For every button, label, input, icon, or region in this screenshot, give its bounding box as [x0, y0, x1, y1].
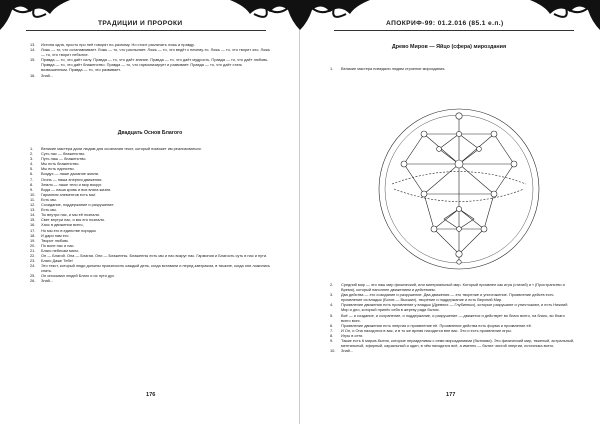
tree-node	[456, 113, 462, 119]
list-item: 14. Ложь — то, что останавливает. Ложь — то, что распыляет. Ложь — то, что ведёт к ничему-то. Ложь — то, что творит зло. Ложь — то, что творит небытие.	[30, 47, 270, 58]
header-rule	[334, 30, 574, 31]
tree-node	[456, 251, 462, 257]
list-item: 10. Гармония элементов есть мы!	[30, 191, 96, 197]
numbered-list	[330, 282, 575, 353]
list-item: 8. Земля — наше тело и мир вокруг.	[30, 181, 102, 187]
list-item: 1. Великие мастера поведали людям строение мироздания.	[330, 66, 446, 71]
list-item: 3. Путь наш — блаженство.	[30, 156, 87, 162]
tree-node	[456, 131, 461, 136]
list-item: 24. Это текст, который люди должны произносить каждый день, когда вставали и перед завтраком, в тишине, когда они ложились спать.	[30, 263, 270, 274]
tree-node	[456, 206, 461, 211]
running-head: АПОКРИФ-99: 01.2.016 (85.1 е.п.)	[386, 20, 504, 27]
tree-node	[457, 260, 461, 264]
running-head: ТРАДИЦИИ И ПРОРОКИ	[98, 20, 183, 27]
tree-node	[481, 226, 487, 232]
page-number: 176	[146, 392, 156, 398]
tree-node	[511, 161, 517, 167]
list-item: 21. Благо небесам мало.	[30, 247, 80, 253]
list-item: 4. Мы есть блаженство.	[30, 161, 80, 167]
page-number: 177	[446, 392, 456, 398]
list-item: 14. Ты внутри нас, и мы её познали.	[30, 212, 100, 218]
tree-node	[457, 227, 462, 232]
list-item: 6. Воздух — наше дыхание жизни.	[30, 171, 99, 177]
list-item: 10. Знай...	[330, 348, 354, 354]
tree-node	[401, 161, 407, 167]
section-title: Двадцать Основ Благого	[117, 130, 183, 136]
tree-node	[477, 147, 482, 152]
list-item: 3. Два действа — это созидание и разрушение. Два движения — это творение и уничтожение. Проявление действ есть проявление из владык (Богов — Высших), творение и поддержание и есть Верхний Мир.	[330, 292, 554, 303]
list-item: 4. Проявление движения есть проявление у владык (Древних — Глубинных), которые разрушают и уничтожают, и есть Нижний Мир и дно, который принёс себя в жертву ради бытия.	[330, 302, 568, 313]
tree-node	[421, 131, 427, 137]
list-item: 7. Огонь — наша энергия движения.	[30, 176, 103, 182]
tree-node	[437, 147, 442, 152]
list-item: 11. Есть мы.	[30, 196, 57, 202]
list-item: 19. Творит любовь	[30, 237, 69, 243]
list-item: 12. Созидание, поддержание и разрушение	[30, 202, 114, 208]
list-item: 5. Мы есть единство.	[30, 166, 75, 172]
list-item: 2. Средний мир — это наш мир физический, или материальный мир. Который проявлен как игра (стихий) и т (Пространство и Время), который наполнен движением и действием.	[330, 282, 565, 293]
list-item: 26. Знай...	[30, 278, 54, 284]
list-item: 7. И Он, и Она находятся в вас, и в то же время находятся вне вас. Это и есть проявление игры.	[330, 327, 512, 333]
list-item: 22. Он — Благой. Она — Благая. Они — Блаженны. Блаженны есть мы и нас вокруг нас. Гармония и Благость суть в нас и пути.	[30, 252, 268, 258]
list-item: 15. Свет внутри нас, и мы его познали.	[30, 217, 105, 223]
header-rule	[26, 30, 266, 31]
intro-list	[330, 66, 575, 71]
list-item: 16. Знай...	[30, 72, 54, 78]
list-item: 8. Игры в сети.	[330, 332, 364, 338]
list-item: 9. Вода — наша кровь и вся влага жизни.	[30, 186, 112, 192]
top-left-ornament	[0, 0, 70, 40]
list-item: 6. Проявление движения есть энергия и проявление её. Проявление действа есть форма и проявление её.	[330, 322, 532, 328]
tree-node	[491, 191, 497, 197]
list-item: 13. Истина одна, просто про неё говорят по-разному. Но стоит различать ложь и правду.	[30, 42, 195, 47]
list-item: 9. Также есть 6 миров-бытия, которые неразделимы с семи мирозданиями (бытиями). Это физический мир, тяжелый, астральный, ментальный, эфирный, каузальный и один, в чём находятся всё, а именно — бытие чистой энергии, источника всего.	[330, 338, 575, 349]
top-right-ornament	[230, 0, 300, 40]
list-item: 23. Благо Даже Тебе!	[30, 258, 73, 264]
list-item: 25. Он описывал людей Благо и их пути дух.	[30, 273, 116, 279]
tree-node	[431, 226, 437, 232]
numbered-list	[30, 146, 270, 284]
list-item: 20. По воле нас и нас.	[30, 242, 75, 248]
list-item: 15. Правда — то, что даёт силу. Правда — то, что даёт знание. Правда — то, что даёт мудрость. Правда — то, что даёт любовь. Правда — то, что даёт блаженство. Правда — то, что гармонизирует и развивает. Правда — то, что даёт стать возвышенным. Правда — то, что развивает.	[30, 57, 269, 73]
top-left-ornament	[300, 0, 370, 40]
tree-node	[491, 131, 497, 137]
list-item: 2. Суть нас — блаженство.	[30, 151, 86, 157]
tree-node	[455, 160, 463, 168]
list-item: 17. Но мы его в единстве порядок	[30, 227, 96, 233]
list-item: 1. Великие мастера дали людям для осознания текст, который поможет им реализоваться:	[30, 146, 202, 151]
list-item: 18. И дари нам его.	[30, 232, 70, 238]
numbered-list-top	[30, 42, 270, 78]
tree-node	[421, 191, 427, 197]
top-right-ornament	[530, 0, 600, 40]
list-item: 16. Хаос в движении всего,	[30, 222, 84, 228]
world-egg-diagram	[364, 104, 554, 274]
figure-title: Древо Миров — Яйцо (сфера) мироздания	[391, 44, 507, 50]
list-item: 5. Всё — и создание, и сохранение, и поддержание, и разрушение — движется и действует во благо всего, на благо, во благо всего всех.	[330, 312, 565, 323]
list-item: 13. Есть мы.	[30, 207, 57, 213]
